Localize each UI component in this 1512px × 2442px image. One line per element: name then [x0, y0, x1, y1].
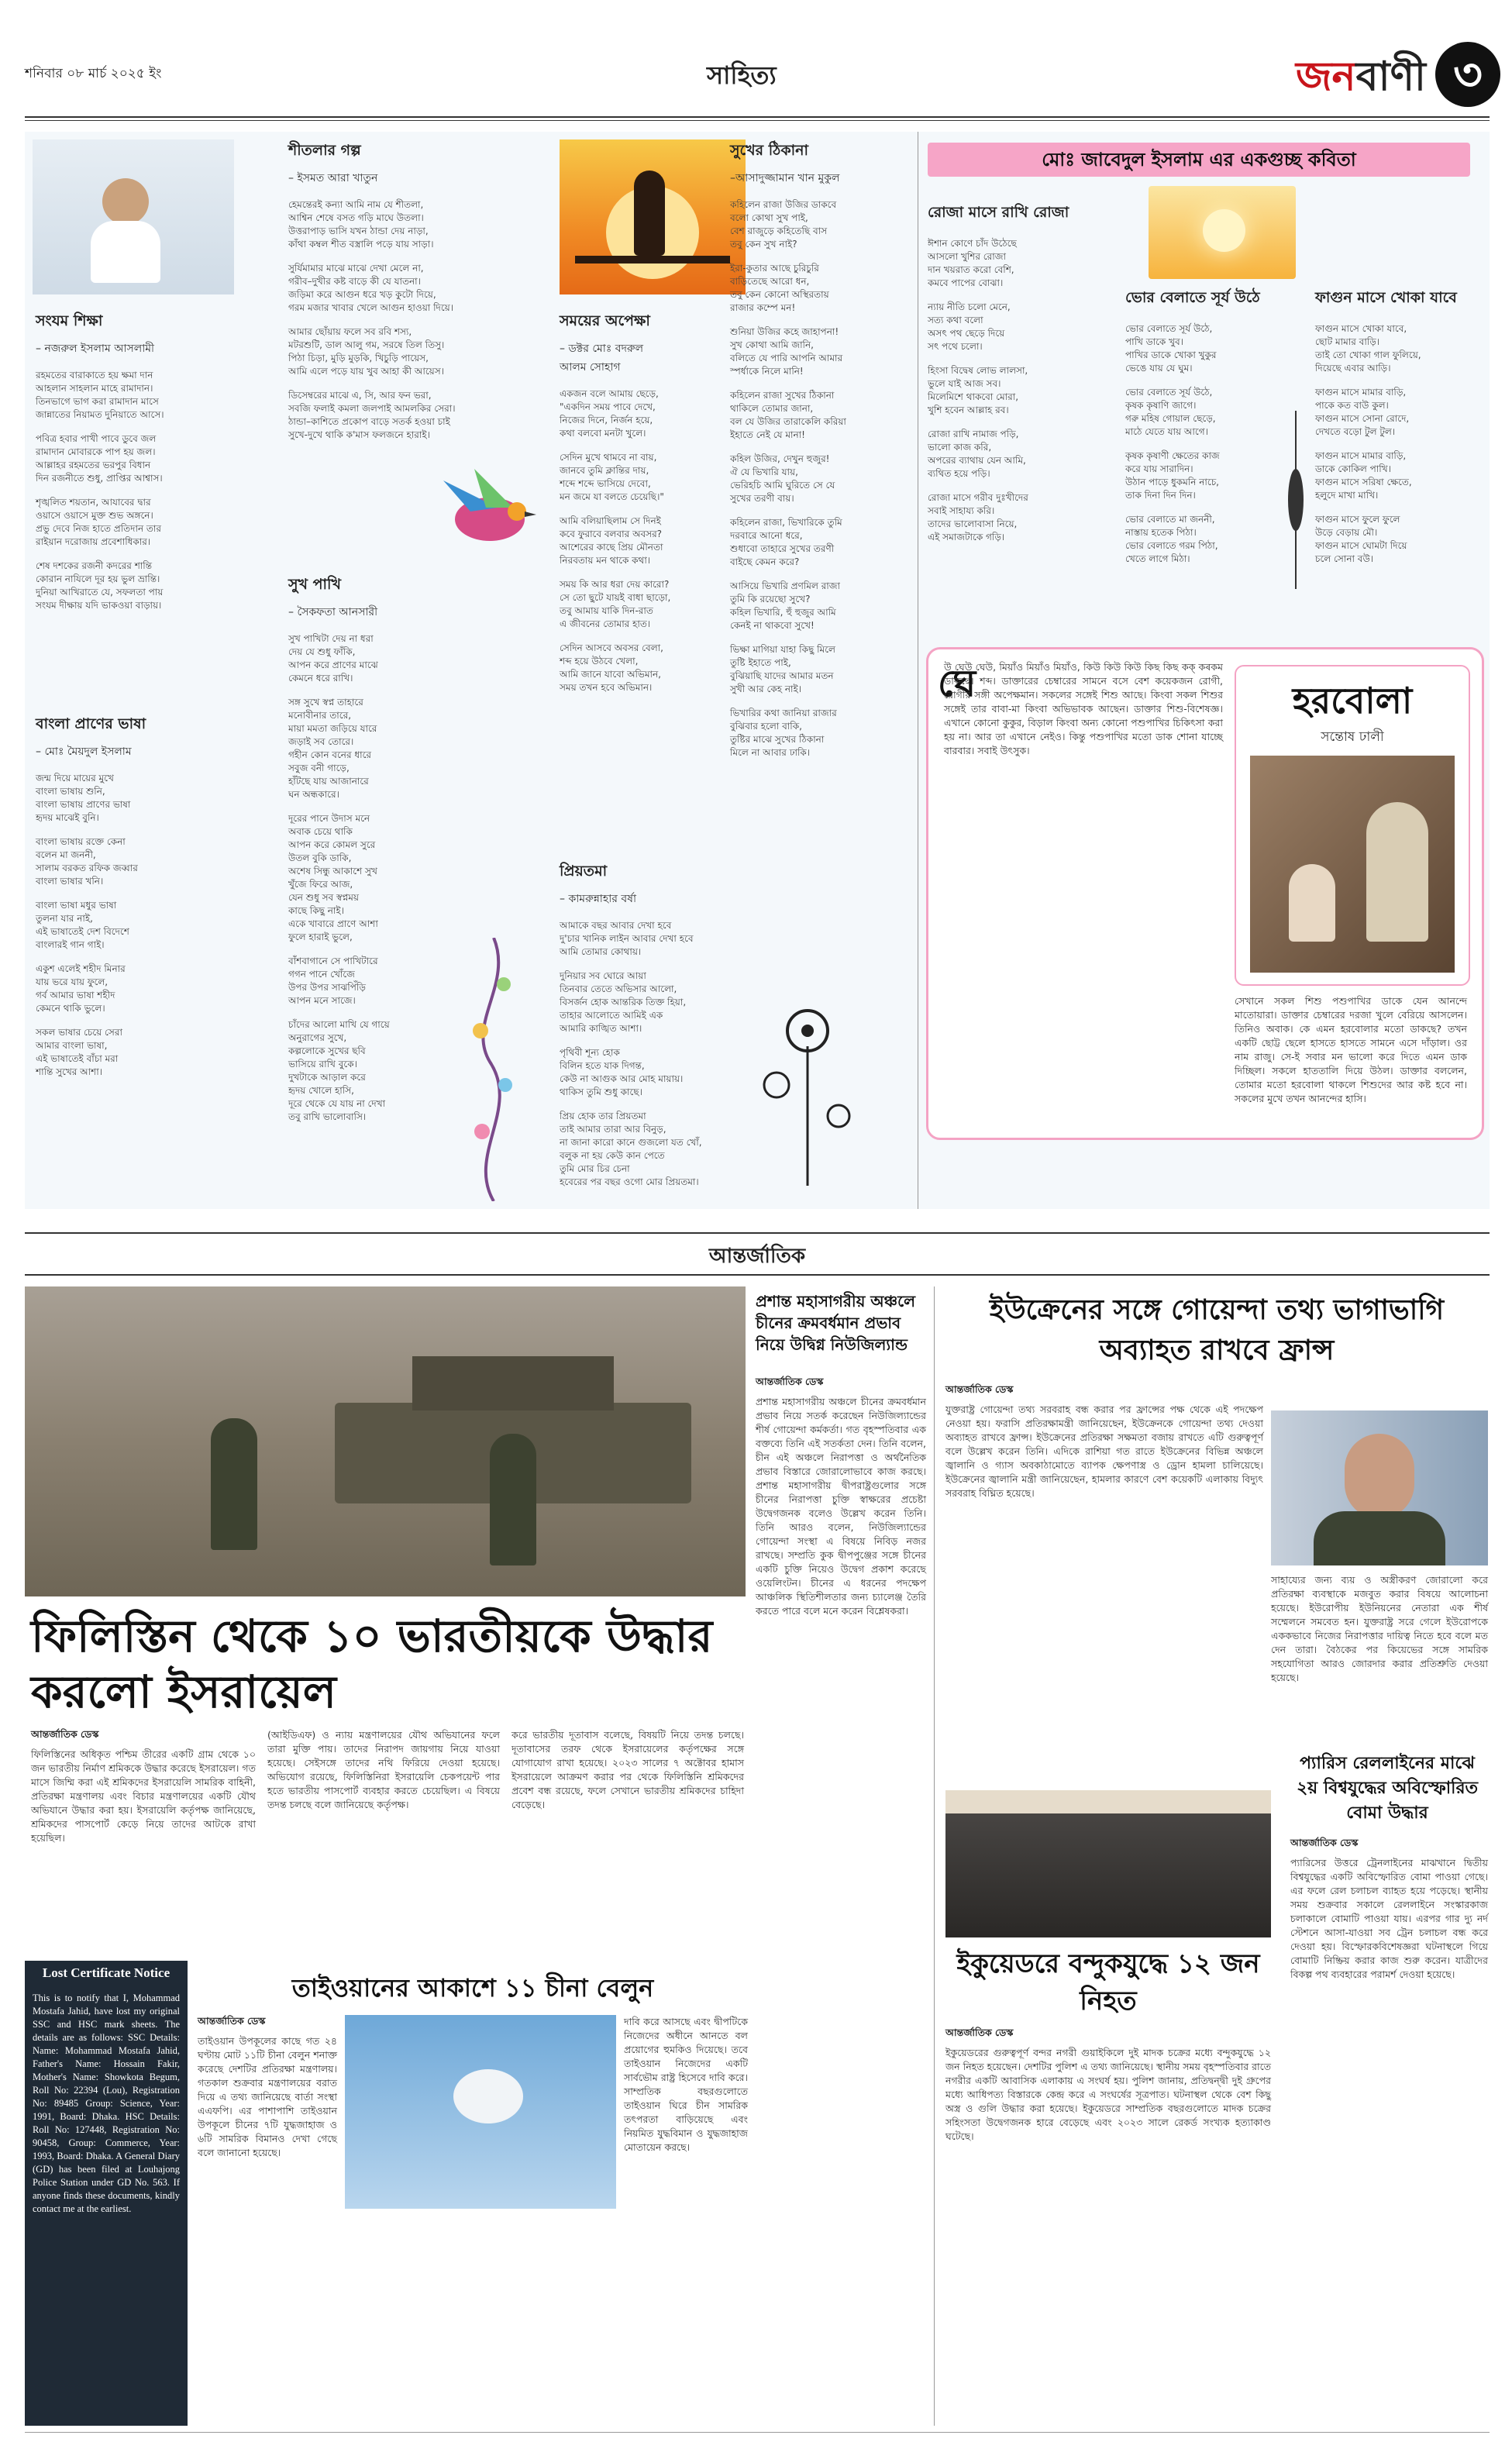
poem-fagun: [1315, 287, 1478, 566]
header-rule: [25, 116, 1490, 118]
china-headline: প্রশান্ত মহাসাগরীয় অঞ্চলে চীনের ক্রমবর্ধমান প্রভাব নিয়ে উদ্বিগ্ন নিউজিল্যান্ড: [756, 1292, 916, 1354]
poem-title: সুখের ঠিকানা: [730, 142, 808, 159]
stanza: একজন বলে আমায় ছেড়ে, "একদিন সময় পাবে দেখে, নিজের দিনে, নির্জন হয়ে, কথা বলবো মনটা খুলে।: [560, 388, 659, 439]
poem-author: –আসাদুজ্জামান খান মুকুল: [730, 172, 840, 184]
ecuador-body: ইকুয়েডরের গুরুত্বপূর্ণ বন্দর নগরী গুয়াইকিলে দুই মাদক চক্রের মধ্যে বন্দুকযুদ্ধে ১২ জন নিহত হয়েছেন। দেশটির পুলিশ এ তথ্য জানিয়েছে। স্থানীয় সময় বৃহস্পতিবার রাতে নগরীর একটি আবাসিক এলাকায় এ সংঘর্ষ হয়। পুলিশ জানায়, প্রতিদ্বন্দ্বী দুই গ্রুপের মধ্যে আধিপত্য বিস্তারকে কেন্দ্র করে এ সংঘর্ষের সূত্রপাত। ঘটনাস্থল থেকে বেশ কিছু অস্ত্র ও গুলি উদ্ধার করা হয়েছে। ইকুয়েডরে সাম্প্রতিক বছরগুলোতে মাদক চক্রের সহিংসতা উদ্বেগজনক হারে বেড়েছে এবং ২০২৩ সালে রেকর্ড সংখ্যক হত্যাকাণ্ড ঘটেছে।: [945, 2047, 1271, 2142]
stanza: জন্ম দিয়ে মায়ের মুখে বাংলা ভাষায় শুনি, বাংলা ভাষায় প্রাণের ভাষা হৃদয় মাঝেই বুনি।: [36, 773, 131, 823]
vine-icon: [459, 938, 529, 1201]
literature-section: [25, 132, 1490, 1209]
stanza: বাঁশবাগানে সে পাখিটারে গগন পানে খোঁজে উপর উপর সাঝপিঁড়ি আপন মনে সাজে।: [288, 956, 378, 1006]
floral-vine-decoration: [459, 938, 529, 1201]
stanza: সঙ্গ সুখে স্বপ্ন তাহারে মনোবীনার তারে, মায়া মমতা জড়িয়ে যারে জড়াই সব তোরে। গহীন কোন বনের ধারে সবুজ বনী গাড়ে, হাঁটছে যায় আজানারে ঘন অন্ধকারে।: [288, 697, 377, 800]
stanza: সুর্যিমামার মাঝে মাঝে দেখা মেলে না, গরীব–দুখীর কষ্ট বাড়ে কী যে যাতনা। জড়িমা করে আগুন ধরে খড় কুটো দিয়ে, গরম মজার খাবার খেলে আগুন হাওয়া দিয়ে।: [288, 263, 454, 313]
poem-title: বাংলা প্রাণের ভাষা: [36, 715, 146, 732]
stanza: সেদিন মুখে থামবে না বায়, জানবে তুমি ক্লান্তির দায়, শব্দে শব্দে ভাসিয়ে দেবো, মন জমে যা বলতে চেয়েছি।": [560, 452, 664, 502]
stanza: ভোর বেলাতে মা জননী, নাস্তায় হতেক পিঠা। ভোর বেলাতে গরম পিঠা, খেতে লাগে মিঠা।: [1125, 514, 1218, 564]
stanza: ফাগুন মাসে ফুলে ফুলে উড়ে বেড়ায় মৌ। ফাগুন মাসে ঘোমটা দিয়ে চলে সোনা বউ।: [1315, 514, 1407, 564]
person-silhouette: [634, 170, 665, 256]
ornament-divider: [1284, 411, 1307, 589]
poem-title: ভোর বেলাতে সূর্য উঠে: [1125, 289, 1260, 306]
brand-part-a: জন: [1296, 53, 1356, 100]
featured-poems-bar: [928, 143, 1470, 177]
stanza: বাংলা ভাষা মধুর ভাষা তুলনা যার নাই, এই ভাষাতেই দেশ বিদেশে বাংলারই গান গাই।: [36, 900, 129, 950]
ukraine-body: যুক্তরাষ্ট্র গোয়েন্দা তথ্য সরবরাহ বন্ধ করার পর ফ্রান্সের পক্ষ থেকে এই পদক্ষেপ নেওয়া হয়। ফরাসি প্রতিরক্ষামন্ত্রী জানিয়েছেন, ইউক্রেনকে গোয়েন্দা তথ্য দেওয়া অব্যাহত রাখবে ফ্রান্স। ইউক্রেনের প্রতিরক্ষা সক্ষমতা বজায় রাখতে এটি গুরুত্বপূর্ণ বলে উল্লেখ করেন তিনি। এদিকে রাশিয়া গত রাতে ইউক্রেনের বিভিন্ন অঞ্চলে জ্বালানি ও গ্যাস অবকাঠামোতে ব্যাপক ক্ষেপণাস্ত্র ও ড্রোন হামলা চালিয়েছে। ইউক্রেনের জ্বালানি মন্ত্রী জানিয়েছেন, হামলার কারণে বেশ কয়েকটি এলাকায় বিদ্যুৎ সরবরাহ বিঘ্নিত হয়েছে।: [945, 1404, 1263, 1499]
child-body: [91, 221, 160, 283]
lead-col3: করে ভারতীয় দূতাবাস বলেছে, বিষয়টি নিয়ে তদন্ত চলছে। দূতাবাসের তরফ থেকে ইসরায়েলের কর্তৃপক্ষের সঙ্গে যোগাযোগ রাখা হয়েছে। ২০২৩ সালের ৭ অক্টোবর হামাস ইসরায়েলে আক্রমণ করার পর থেকে ফিলিস্তিনি শ্রমিকদের প্রবেশ বন্ধ রয়েছে, ফলে সেখানে ভারতীয় শ্রমিকদের চাহিদা বেড়েছে।: [511, 1729, 744, 1810]
stanza: কহিলেন রাজা, ভিখারিকে তুমি দরবারে আনো ধরে, শুধাবো তাহারে সুখের তরণী বাইছে কেমন করে?: [730, 517, 842, 567]
story-title: হরবোলা: [1292, 680, 1413, 722]
balloon-sky-photo: [345, 2015, 616, 2209]
face-figure: [1345, 1434, 1414, 1519]
stanza: সকল ভাষার চেয়ে সেরা আমার বাংলা ভাষা, এই ভাষাতেই বাঁচা মরা শান্তি সুখের আশা।: [36, 1027, 122, 1077]
taiwan-col2: দাবি করে আসছে এবং দ্বীপটিকে নিজেদের অধীনে আনতে বল প্রয়োগের হুমকিও দিয়েছে। তবে তাইওয়ান নিজেদের একটি সার্বভৌম রাষ্ট্র হিসেবে দাবি করে। সাম্প্রতিক বছরগুলোতে তাইওয়ান ঘিরে চীন সামরিক তৎপরতা বাড়িয়েছে এবং নিয়মিত যুদ্ধবিমান ও যুদ্ধজাহাজ মোতায়েন করছে।: [624, 2016, 748, 2153]
column-divider: [934, 1286, 935, 2426]
story-author: সন্তোষ ঢালী: [1321, 729, 1384, 745]
lost-certificate-notice: [25, 1961, 188, 2426]
poem-author: – সৈকফতা আনসারী: [288, 606, 378, 618]
poem-author: – নজরুল ইসলাম আসলামী: [36, 343, 155, 355]
poem-title: সংযম শিক্ষা: [36, 312, 103, 329]
stanza: দুনিয়ার সব ঘোরে আয়া তিনবার তেতে অভিসার আলো, বিসর্জন হোক আন্তরিক তিক্ত হিয়া, তাহার আলোতে আমিই এক আমারি কাঙ্খিত আশা।: [560, 970, 687, 1034]
story-box: [926, 647, 1484, 1140]
ukraine-dept: আন্তর্জাতিক ডেস্ক: [945, 1383, 1014, 1395]
poem-sukher-thikana: [730, 139, 916, 759]
balloon-icon: [453, 2069, 523, 2123]
stanza: কহিল উজির, দেখুন হুজুর! ঐ যে ভিখারি যায়, ভেরিহচি আমি ঘুরিতে সে যে সুখের তরণী বায়।: [730, 453, 835, 504]
poem-sheetola: [288, 139, 521, 442]
page-number-badge: [1435, 42, 1500, 107]
tank-soldiers-photo: [25, 1286, 746, 1596]
stanza: সময় কি আর ধরা দেয় কারো? সে তো ছুটে যায়ই বাধা ছাড়ো, তবু আমায় যাকি দিন-রাত এ জীবনের তোমার হাত।: [560, 579, 671, 629]
poem-title: শীতলার গল্প: [288, 142, 361, 159]
featured-poems-title: মোঃ জাবেদুল ইসলাম এর একগুচ্ছ কবিতা: [1042, 149, 1356, 170]
story-title-card: [1235, 665, 1470, 986]
poem-author: – কামরুন্নাহার বর্ষা: [560, 893, 637, 905]
stanza: ভিক্ষা মাগিয়া যাহা কিছু মিলে তুষ্টি ইহাতে পাই, বুঝিয়াছি যাদের আমার মতন সুখী আর কেহ নাই।: [730, 644, 835, 694]
stanza: কহিলেন রাজা সুখের ঠিকানা থাকিলে তোমার জানা, বল যে উজির তারাকেলি করিয়া ইহাতে নেই যে মানা!: [730, 390, 846, 440]
stanza: প্রিয় হোক তার প্রিয়তমা তাই আমার তারা আর বিনুড়, না জানা কারো কানে গুজলো যত খোঁ, বলুক না হয় কেউ কান পেতে তুমি মোর চির চেনা হবেরের পর বছর ওগো মোর প্রিয়তমা।: [560, 1111, 702, 1187]
ornament-icon: [1284, 411, 1307, 589]
intl-section-label: আন্তর্জাতিক: [708, 1245, 806, 1268]
stanza: ফাগুন মাসে খোকা যাবে, ছোট মামার বাড়ি। তাই তো খোকা গাল ফুলিয়ে, দিয়েছে এবার আড়ি।: [1315, 323, 1421, 374]
paris-body: প্যারিসের উত্তরে ট্রেনলাইনের মাঝখানে দ্বিতীয় বিশ্বযুদ্ধের একটি অবিস্ফোরিত বোমা পাওয়া গেছে। এর ফলে রেল চলাচল ব্যাহত হয়ে পড়েছে। স্থানীয় সময় শুক্রবার সকালে রেললাইনে সংস্কারকাজ চলাকালে বোমাটি পাওয়া যায়। এরপর গার দ্যু নর্দ স্টেশনে আসা-যাওয়া সব ট্রেন চলাচল বন্ধ করে দেওয়া হয়। বিস্ফোরকবিশেষজ্ঞরা ঘটনাস্থলে গিয়ে বোমাটি নিষ্ক্রিয় করার কাজ শুরু করেন। যাত্রীদের বিকল্প পথ ব্যবহারের পরামর্শ দেওয়া হয়েছে।: [1290, 1857, 1488, 1980]
sun-clouds-image: [1149, 186, 1296, 279]
taiwan-dept: আন্তর্জাতিক ডেস্ক: [198, 2015, 266, 2027]
notice-body: This is to notify that I, Mohammad Mostafa Jahid, have lost my original SSC and HSC mark sheets. The details are as follows: SSC Details: Name: Mohammad Mostafa Jahid, Father's Name: Hossain Fakir, Mother's Name: Showkota Begum, Roll No: 22394 (Lou), Registration No: 89485 Group: Science, Year: 1991, Board: Dhaka. HSC Details: Roll No: 127448, Registration No: 90458, Group: Commerce, Year: 1993, Board: Dhaka. A General Diary (GD) has been filed at Louhajong Police Station under GD No. 563. If anyone finds these documents, kindly contact me at the earliest.: [33, 1993, 180, 2214]
stanza: পৃথিবী শূন্য হোক বিলিন হতে যাক দিগন্ত, কেউ না আগুক আর মোহ মায়ায়। থাকিস তুমি শুধু কাছে।: [560, 1047, 684, 1097]
taiwan-col1: তাইওয়ান উপকূলের কাছে গত ২৪ ঘণ্টায় মোট ১১টি চীনা বেলুন শনাক্ত করেছে দেশটির প্রতিরক্ষা মন্ত্রণালয়। গতকাল শুক্রবার মন্ত্রণালয়ের বরাত দিয়ে এ তথ্য জানিয়েছে বার্তা সংস্থা এএফপি। এর পাশাপাশি তাইওয়ান উপকূলে চীনের ৭টি যুদ্ধজাহাজ ও ৬টি সামরিক বিমানও দেখা গেছে বলে জানানো হয়েছে।: [198, 2035, 337, 2158]
masthead: [25, 45, 1490, 121]
stanza: একুশ এলেই শহীদ মিনার যায় ভরে যায় ফুলে, গর্ব আমার ভাষা শহীদ কেমনে থাকি ভুলে।: [36, 963, 126, 1014]
sun-icon: [1203, 209, 1245, 252]
lead-headline: ফিলিস্তিন থেকে ১০ ভারতীয়কে উদ্ধার করলো ইসরায়েল: [31, 1610, 713, 1718]
story-dropcap: ঘে: [938, 662, 976, 705]
child-figure: [102, 178, 149, 225]
section-rule: [25, 1274, 1490, 1276]
section-label: সাহিত্য: [707, 60, 777, 90]
china-dept: আন্তর্জাতিক ডেস্ক: [756, 1376, 824, 1387]
stanza: সেদিন আসবে অবসর বেলা, শব্দ হয়ে উঠবে খেলা, আমি জানে যাবো অভিমান, সময় তখন হবে অভিমান।: [560, 642, 663, 693]
lead-dept: আন্তর্জাতিক ডেস্ক: [31, 1728, 99, 1740]
stanza: ইরা-কুতার আছে চুরিচুরি বাড়িতেছে আরো ধন, তবু কেন কোনো অস্থিরতায় রাজার কম্পে মন!: [730, 263, 829, 313]
paris-headline: প্যারিস রেললাইনের মাঝে ২য় বিশ্বযুদ্ধের অবিস্ফোরিত বোমা উদ্ধার: [1296, 1754, 1479, 1823]
flower-icon: [753, 984, 862, 1186]
story-text-bottom: সেখানে সকল শিশু পশুপাখির ডাকে যেন আনন্দে মাতোয়ারা। ডাক্তার চেম্বারের দরজা খুলে বেরিয়ে আসলেন। তিনিও অবাক। কে এমন হরবোলার মতো ডাকছে? তখন একটি ছোট্ট ছেলে হাসতে হাসতে সামনে এসে দাঁড়াল। ওর নাম রাজু। সে-ই সবার মন ভালো করে দিতে এমন ডাক দিচ্ছিল। সকলে হাততালি দিয়ে উঠল। ডাক্তার বললেন, তোমার মতো হরবোলা থাকলে শিশুদের আর কষ্ট হবে না। সকলের মুখে তখন আনন্দের হাসি।: [1235, 995, 1467, 1104]
stanza: ডিসেম্বরের মাঝে এ, সি, আর ফন ভরা, সবজি ফলাই কমলা জলপাই আমলকির সেরা। ঠান্ডা–কাশিতে প্রকোপ বাড়ে সতর্ক হওয়া চাই সুখে-দুখে থাকি ক'মাস ফলজনে হারাই।: [288, 390, 456, 440]
bird-icon: [428, 465, 544, 558]
ceiling-lights: [945, 1790, 1271, 1813]
stanza: দূরের পানে উদাস মনে অবাক চেয়ে থাকি আপন করে কোমল সুরে উতল বুকি ডাকি, অশেষ সিন্ধু আকাশে সুখ খুঁজে ফিরে আজ, যেন শুধু সব স্বপ্নময় কাছে কিছু নাই। একে খাবারে প্রাণে আশা ফুলে হারাই ভুলে,: [288, 813, 378, 942]
poem-title: প্রিয়তমা: [560, 863, 608, 880]
stanza: আমার ছোঁয়ায় ফলে সব রবি শস্য, মটরশুটি, ডাল আলু গম, সরষে তিল তিসু। পিঠা চিড়া, মুড়ি মুড়কি, খিচুড়ি পায়েস, আমি এলে পড়ে যায় খুব আহা কী আয়েস।: [288, 326, 445, 377]
soldier-figure: [490, 1434, 536, 1565]
stanza: ঈশান কোণে চাঁদ উঠেছে আসলো খুশির রোজা দান খয়রাত করো বেশি, কমবে পাপের বোঝা।: [928, 238, 1017, 288]
poem-title: রোজা মাসে রাখি রোজা: [928, 204, 1069, 221]
lead-col2: (আইডিএফ) ও ন্যায় মন্ত্রণালয়ের যৌথ অভিযানের ফলে তারা মুক্তি পায়। তাদের নিরাপদ জায়গায় নিয়ে যাওয়া হয়েছে। সেইসঙ্গে তাদের নথি ফিরিয়ে দেওয়া হয়েছে। অভিযোগ রয়েছে, ফিলিস্তিনিরা ইসরায়েলি চেকপয়েন্ট পার হতে ভারতীয় পাসপোর্ট ব্যবহার করতে চেয়েছিল। এ বিষয়ে তদন্ত চলছে বলে জানিয়েছে কর্তৃপক্ষ।: [267, 1729, 500, 1810]
notice-title: Lost Certificate Notice: [42, 1965, 170, 1980]
stanza: হিংসা বিদ্বেষ লোভ লালসা, ভুলে যাই আজ সব। মিলেমিশে থাকবো মোরা, খুশি হবেন আল্লাহ রব।: [928, 365, 1028, 415]
stanza: শৃঙ্খলিত শয়তান, আযাবের দ্বার ওয়াসে ওয়াসে মুক্ত শুভ অঙ্গনে। প্রভু দেবে নিজ হাতে প্রতিদান তার রাইয়ান দরোজায় প্রবেশাধিকার।: [36, 497, 162, 547]
bench-silhouette: [575, 256, 730, 263]
stanza: আমি বলিয়াছিলাম সে দিনই কবে ফুরাবে বলবার অবসর? আশেরের কাছে প্রিয় মৌনতা নিরবতায় মন থাকে কথা।: [560, 515, 663, 566]
lead-col1: ফিলিস্তিনের অধিকৃত পশ্চিম তীরের একটি গ্রাম থেকে ১০ জন ভারতীয় নির্মাণ শ্রমিককে উদ্ধার করেছে ইসরায়েল। গত মাসে জিম্মি করা এই শ্রমিকদের ইসরায়েলি সামরিক বাহিনী, প্রতিরক্ষা মন্ত্রণালয় এবং বিচার মন্ত্রণালয়ের একটি যৌথ অভিযানে উদ্ধার করা হয়। ইসরায়েলি কর্তৃপক্ষ জানিয়েছে, শ্রমিকদের পাসপোর্ট কেড়ে নিয়ে তাদের আটকে রাখা হয়েছিল।: [31, 1748, 256, 1844]
sunset-silhouette-image: [560, 139, 746, 294]
shirt-figure: [1314, 1511, 1445, 1565]
poem-sangjom: [36, 310, 245, 612]
stanza: হেমন্তেরই কন্যা আমি নাম যে শীতলা, আশ্বিন শেষে বসত গড়ি মাঘে উতলা। উত্তরাপাড় ভাসি যখন ঠান্ডা দেয় নাড়া, কাঁথা কম্বল শীত বস্ত্রালি পড়ে যায় সাড়া।: [288, 199, 434, 250]
stanza: পবিত্র হবার পাখী পাবে ডুবে জল রামাদান মোবারকে পাপ হয় জল। আল্লাহর রহমতের ভরপুর বিধান দিন রজনীতে শুধু, প্রাপ্তির আশ্বাস।: [36, 433, 163, 484]
paris-dept: আন্তর্জাতিক ডেস্ক: [1290, 1837, 1359, 1848]
china-body: প্রশান্ত মহাসাগরীয় অঞ্চলে চীনের ক্রমবর্ধমান প্রভাব নিয়ে সতর্ক করেছেন নিউজিল্যান্ডের শীর্ষ গোয়েন্দা কর্মকর্তা। গত বৃহস্পতিবার এক বক্তব্যে তিনি এই সতর্কতা দেন। তিনি বলেন, চীন এই অঞ্চলে নিরাপত্তা ও অর্থনৈতিক প্রভাব বিস্তারে জোরালোভাবে কাজ করছে। প্রশান্ত মহাসাগরীয় দ্বীপরাষ্ট্রগুলোর সঙ্গে চীনের নিরাপত্তা চুক্তি স্বাক্ষরের প্রচেষ্টা উদ্বেগজনক বলেও উল্লেখ করেন তিনি। তিনি আরও বলেন, নিউজিল্যান্ডের গোয়েন্দা সংস্থা এ বিষয়ে নিবিড় নজর রাখছে। সম্প্রতি কুক দ্বীপপুঞ্জের সঙ্গে চীনের একটি চুক্তি নিয়েও উদ্বেগ প্রকাশ করেছে ওয়েলিংটন। চীনের এ ধরনের পদক্ষেপ আঞ্চলিক স্থিতিশীলতার জন্য চ্যালেঞ্জ তৈরি করতে পারে বলে মনে করেন বিশ্লেষকরা।: [756, 1396, 926, 1617]
prayer-child-image: [33, 139, 234, 294]
old-woman-figure: [1366, 802, 1428, 942]
zelensky-photo: [1271, 1410, 1488, 1565]
poem-priyotoma: [560, 860, 769, 1189]
stanza: ভোর বেলাতে সূর্য উঠে, কৃষক কৃষাণি জাগে। গরু মহিষ গোয়াল ছেড়ে, মাঠে যেতে যায় আগে।: [1125, 387, 1216, 437]
brand-logo: [1296, 45, 1426, 112]
tank-turret: [412, 1356, 614, 1410]
story-text-top: উ ঘেউ ঘেউ, মিয়াঁও মিয়াঁও মিয়াঁও, কিউ কিউ কিউ কিছ কিছ কক্ কৰকম ডাকছে। শব্দ। ডাক্তারের চেম্বারের সামনে বসে বেশ কয়েকজন রোগী, রোগীর সঙ্গী অপেক্ষমান। সকলের সঙ্গেই শিশু আছে। কিংবা সকল শিশুর সঙ্গেই তার বাবা-মা কিংবা অভিভাবক আছেন। ডাক্তার শিশু-বিশেষজ্ঞ। এখানে কোনো কুকুর, বিড়াল কিংবা অন্য কোনো পশুপাখির চিকিৎসা করা হয় না। আর তা এখানে নেইও। কিন্তু পশুপাখির মতো ডাক শোনা যাচ্ছে বারবার। সবাই উৎসুক।: [944, 661, 1223, 756]
ecuador-photo: [945, 1790, 1271, 1937]
taiwan-headline: তাইওয়ানের আকাশে ১১ চীনা বেলুন: [291, 1973, 654, 2003]
stanza: রোজা রাখি নামাজ পড়ি, ভালো কাজ করি, অপরের ব্যাথায় যেন আমি, ব্যথিত হয়ে পড়ি।: [928, 429, 1026, 479]
stanza: সুখ পাখিটা দেয় না ধরা দেয় যে শুধু ফাঁকি, আপন করে প্রাণের মাঝে কেমনে ধরে রাখি।: [288, 633, 378, 684]
ecuador-dept: আন্তর্জাতিক ডেস্ক: [945, 2027, 1014, 2038]
stanza: রোজা মাসে গরীব দুঃখীদের সবাই সাহায্য করি। তাদের ভালোবাসা নিয়ে, এই সমাজটাকে গড়ি।: [928, 492, 1028, 542]
stanza: চাঁদের আলো মাখি যে গায়ে অনুরাগের সুখে, কল্পলোকে সুখের ছবি ভাসিয়ে রাখি বুকে। দুখটাকে আড়াল করে হৃদয় খোলে হাসি, দূরে থেকে যে যায় না দেখা তবু রাখি ভালোবাসি।: [288, 1019, 390, 1122]
poem-bangla: [36, 713, 245, 1079]
poem-author: – মোঃ মৈয়দুল ইসলাম: [36, 746, 132, 758]
stanza: বাংলা ভাষায় রক্তে কেনা বলেন মা জননী, সালাম বরকত রফিক জব্বার বাংলা ভাষার খনি।: [36, 836, 138, 887]
poem-author: – ইসমত আরা খাতুন: [288, 172, 378, 184]
stanza: ভোর বেলাতে সূর্য উঠে, পাখি ডাকে খুব। পাখির ডাকে খোকা খুকুর ভেঙে যায় যে ঘুম।: [1125, 323, 1217, 374]
bird-illustration: [428, 465, 544, 558]
stanza: ভিখারির কথা জানিয়া রাজার বুঝিবার হলো বাকি, তুষ্টির মাঝে সুখের ঠিকানা মিলে না আবার ঢাকি।: [730, 708, 837, 758]
stanza: কহিলেন রাজা উজির ডাকবে বলো কোথা সুখ পাই, বেশ রাজুড়ে কহিতেছি বাস তবু কেন সুখ নাই?: [730, 199, 837, 250]
stanza: শুনিয়া উজির কহে জাহাপনা! সুখ কোথা আমি জানি, বলিতে যে পারি আপনি আমার স্পর্ধাকে নিলে মানি!: [730, 326, 843, 377]
ukraine-col-right: সাহায্যের জন্য ব্যয় ও অস্ত্রীকরণ জোরালো করে প্রতিরক্ষা ব্যবস্থাকে মজবুত করার বিষয়ে আলোচনা হয়েছে। ইউরোপীয় ইউনিয়নের নেতারা এক শীর্ষ সম্মেলনে সমবেত হন। যুক্তরাষ্ট্র সরে গেলে ইউরোপকে এককভাবে নিজের নিরাপত্তার দায়িত্ব নিতে হবে বলে মত দেন তারা। বৈঠকের পর কিয়েভের সঙ্গে সামরিক সহযোগিতা আরও জোরদার করার প্রতিশ্রুতি দেওয়া হয়েছে।: [1271, 1574, 1488, 1683]
poem-bhor: [1125, 287, 1304, 566]
poem-title: সময়ের অপেক্ষা: [560, 312, 650, 329]
footer-rule: [25, 2432, 1490, 2433]
page-number: ৩: [1453, 48, 1483, 101]
stanza: কৃষক কৃষাণী ক্ষেতের কাজ করে যায় সারাদিন। উঠান পাড়ে ধুকমনি নাচে, তাক দিনা দিন দিন।: [1125, 450, 1220, 501]
poem-author: – ডক্টর মোঃ বদরুল আলম সোহাগ: [560, 343, 644, 374]
date-line: শনিবার ০৮ মার্চ ২০২৫ ইং: [25, 66, 162, 81]
section-rule: [25, 1232, 1490, 1234]
flower-line-art: [753, 984, 862, 1186]
child-figure: [1289, 864, 1335, 942]
poem-roza: [928, 201, 1121, 544]
stanza: আমাকে বছর আবার দেখা হবে দু'চার খানিক লাইন আবার দেখা হবে আমি তোমার কোথায়।: [560, 920, 694, 957]
header-rule-thin: [25, 120, 1490, 121]
stanza: ন্যায় নীতি চলো মেনে, সত্য কথা বলো অসৎ পথ ছেড়ে দিয়ে সৎ পথে চলো।: [928, 301, 1011, 352]
poem-title: সুখ পাখি: [288, 576, 341, 593]
stanza: ফাগুন মাসে মামার বাড়ি, পাকে কত বাউ কুল। ফাগুন মাসে সোনা রোদে, দেখতে বড়ো টুল টুল।: [1315, 387, 1410, 437]
poem-title: ফাগুন মাসে খোকা যাবে: [1315, 289, 1457, 306]
stanza: শেষ দশকের রজনী কদরের শান্তি কোরান নাযিলে দূর হয় ভুল ভ্রান্তি। দুনিয়া আখিরাতে যে, সফলতা পায় সংযম দীক্ষায় যদি ভাকওয়া বাড়ায়।: [36, 560, 164, 611]
story-painting: [1250, 756, 1455, 973]
soldier-figure: [211, 1418, 257, 1550]
stanza: আসিয়ে ভিখারি প্রণমিল রাজা তুমি কি রয়েছো সুখে? কহিল ভিখারি, হুঁ হুজুর আমি কেনই না থাকবো সুখে!: [730, 580, 841, 631]
stanza: রহমতের বারাকাতে হয় ক্ষমা দান আহলান সাহলান মাহে রামাদান। তিনভাগে ভাগ করা রামাদান মাসে জান্নাতের নিয়ামত দুনিয়াতে আসে।: [36, 370, 164, 420]
stanza: ফাগুন মাসে মামার বাড়ি, ডাকে কোকিল পাখি। ফাগুন মাসে সরিষা ক্ষেতে, হলুদে মাখা মাখি।: [1315, 450, 1412, 501]
ukraine-headline: ইউক্রেনের সঙ্গে গোয়েন্দা তথ্য ভাগাভাগি অব্যাহত রাখবে ফ্রান্স: [989, 1294, 1445, 1366]
ecuador-headline: ইকুয়েডরে বন্দুকযুদ্ধে ১২ জন নিহত: [956, 1948, 1260, 2017]
brand-part-b: বাণী: [1355, 53, 1426, 100]
